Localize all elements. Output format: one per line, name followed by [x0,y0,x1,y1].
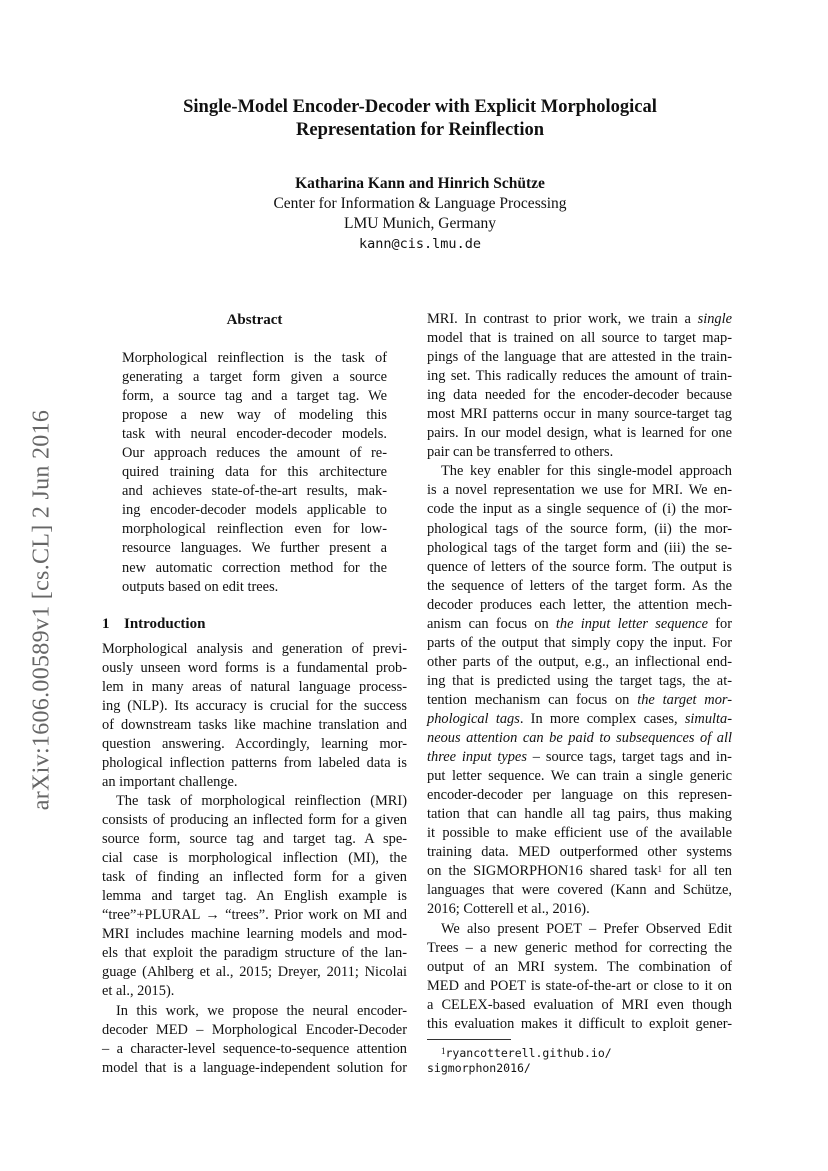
text-line: code the input as a single sequence of (i) the mor- [427,501,732,518]
text-line: a CELEX-based evaluation of MRI even though [427,996,732,1013]
footnote-number: 1 [441,1045,446,1056]
abstract-heading: Abstract [226,312,283,328]
text-line: The key enabler for this single-model approach [441,463,732,480]
text-run: for all ten [662,863,732,880]
emphasis-run: neous attention can be paid to subsequences of all [427,730,732,747]
author-names: Katharina Kann and Hinrich Schütze [295,175,545,192]
intro-paragraph-1 [102,640,407,792]
section-heading-introduction [102,614,407,640]
footnote-url-part: sigmorphon2016/ [427,1060,531,1075]
text-line: languages that were covered (Kann and Schütze, [427,882,732,899]
abstract-line: task with neural encoder-decoder models. [122,426,387,443]
text-line: source form, source tag and target tag. A spe- [102,831,407,848]
author-email: kann@cis.lmu.de [359,236,481,252]
text-line: an important challenge. [102,773,238,790]
title-line: Representation for Reinflection [296,120,544,140]
text-line: output of an MRI system. The combination of [427,958,732,975]
text-line: els that exploit the paradigm structure of the lan- [102,945,407,962]
text-line: parts of the output that simply copy the input. For [427,634,732,651]
abstract-line: Morphological reinflection is the task of [122,350,387,366]
text-line: ing set. This radically reduces the amount of train- [427,368,732,385]
text-line: cial case is morphological inflection (MI), the [102,850,407,867]
abstract-line: Our approach reduces the amount of re- [122,445,387,462]
text-line: other parts of the output, e.g., an inflectional end- [427,653,732,670]
text-line: encoder-decoder per language on this represen- [427,787,732,804]
text-line: question answering. Accordingly, learning mor- [102,735,407,752]
text-run: on the SIGMORPHON16 shared task [427,863,658,880]
section-number: 1 [102,615,110,632]
paper-title [110,96,730,142]
text-line: model that is trained on all source to target map- [427,330,732,347]
text-line: quence of letters of the source form. The output is [427,558,732,575]
location: LMU Munich, Germany [344,215,496,232]
text-line: pairs. In our model design, what is learned for one [427,425,732,442]
abstract-line: quired training data for this architecture [122,464,387,481]
arxiv-id-text: arXiv:1606.00589v1 [cs.CL] 2 Jun 2016 [28,409,55,811]
right-paragraph-2 [427,462,732,919]
abstract-line: outputs based on edit trees. [122,578,279,595]
text-run: tention mechanism can focus on [427,691,638,708]
text-run: for [707,615,732,632]
text-line: most MRI patterns occur in many source-target tag [427,406,732,423]
text-line: Trees – a new generic method for correcting the [427,939,732,956]
text-line: et al., 2015). [102,983,175,1000]
abstract-line: form, a source tag and a target tag. We [122,388,387,405]
right-paragraph-1 [427,310,732,462]
right-paragraph-3 [427,920,732,1034]
section-title: Introduction [124,615,206,632]
text-line [427,710,732,729]
text-line: decoder MED – Morphological Encoder-Decoder [102,1021,407,1038]
text-line: MRI includes machine learning models and mod- [102,926,407,943]
title-line: Single-Model Encoder-Decoder with Explicit Morphological [183,97,657,117]
abstract-line: morphological reinflection even for low- [122,521,387,538]
abstract-line: ing encoder-decoder models applicable to [122,502,387,519]
intro-paragraph-3 [102,1002,407,1078]
text-line: pair can be transferred to others. [427,444,614,461]
text-line: MED and POET is state-of-the-art or close to it on [427,977,732,994]
text-line [427,748,732,767]
text-line: training data. MED outperformed other systems [427,844,732,861]
abstract-line: generating a target form given a source [122,369,387,386]
text-line: put letter sequence. We can train a single generic [427,768,732,785]
text-line: guage (Ahlberg et al., 2015; Dreyer, 2011; Nicolai [102,964,407,981]
abstract-line: and achieves state-of-the-art results, mak- [122,483,387,500]
abstract-line: new automatic correction method for the [122,559,387,576]
text-run: – source tags, target tags and in- [526,749,732,766]
text-line: phological tags of the source form, (ii) the mor- [427,520,732,537]
text-line [427,729,732,748]
text-line: the sequence of letters of the target form. As the [427,577,732,594]
text-line: of downstream tasks like machine translation and [102,716,407,733]
footnote-rule [427,1039,511,1046]
text-line: phological tags of the target form and (iii) the se- [427,539,732,556]
left-column [102,310,407,1078]
text-line: consists of producing an inflected form for a given [102,812,407,829]
text-line: phological inflection patterns from labeled data is [102,754,407,771]
text-line: ing (NLP). Its accuracy is crucial for the success [102,697,407,714]
text-line: tation that can handle all tag pairs, thus making [427,806,732,823]
abstract-line: resource languages. We further present a [122,540,387,557]
emphasis-run: single [697,311,732,327]
text-line: “tree”+PLURAL → “trees”. Prior work on MI and [102,907,407,924]
text-run: MRI. In contrast to prior work, we train a [427,311,698,327]
emphasis-run: phological tags [427,710,520,727]
text-line [427,862,732,881]
footnote [427,1046,732,1076]
text-line: model that is a language-independent solution for [102,1059,407,1076]
abstract-body [102,349,407,597]
text-line: ing data needed for the encoder-decoder because [427,387,732,404]
arxiv-side-identifier [22,375,62,845]
emphasis-run: the target mor- [637,691,733,708]
intro-paragraph-2 [102,792,407,1002]
text-line: The task of morphological reinflection (MRI) [116,792,407,809]
text-line [427,615,732,634]
footnote-url-part: ryancotterell.github.io/ [445,1045,612,1060]
right-column [427,310,732,1076]
author-block [110,174,730,254]
emphasis-run: the input letter sequence [555,615,708,632]
text-line: is a novel representation we use for MRI. We en- [427,482,732,499]
text-line: pings of the language that are attested in the train- [427,349,732,366]
text-line: lemma and target tag. An English example is [102,888,407,905]
text-line: lem in many areas of natural language process- [102,678,407,695]
footnote-marker: 1 [657,864,663,875]
text-run: . In more complex cases, [519,710,685,727]
text-line: 2016; Cotterell et al., 2016). [427,901,590,918]
text-line [427,310,732,329]
text-line: this evaluation makes it difficult to exploit gener- [427,1015,732,1032]
text-line: We also present POET – Prefer Observed Edit [441,920,732,937]
emphasis-run: three input types [427,749,527,766]
text-line: – a character-level sequence-to-sequence attention [102,1040,407,1057]
text-line: In this work, we propose the neural encoder- [116,1002,407,1019]
text-line: task of finding an inflected form for a given [102,869,407,886]
text-line: decoder produces each letter, the attention mech- [427,596,732,613]
emphasis-run: simulta- [684,710,732,727]
text-line [427,691,732,710]
text-run: anism can focus on [427,615,556,632]
text-line: ing that is predicted using the target tags, the at- [427,672,732,689]
affiliation: Center for Information & Language Processing [273,195,567,212]
abstract-line: propose a new way of modeling this [122,407,387,424]
text-line: it possible to make efficient use of the available [427,825,732,842]
text-line: Morphological analysis and generation of previ- [102,640,407,657]
text-line: ously unseen word forms is a fundamental prob- [102,659,407,676]
